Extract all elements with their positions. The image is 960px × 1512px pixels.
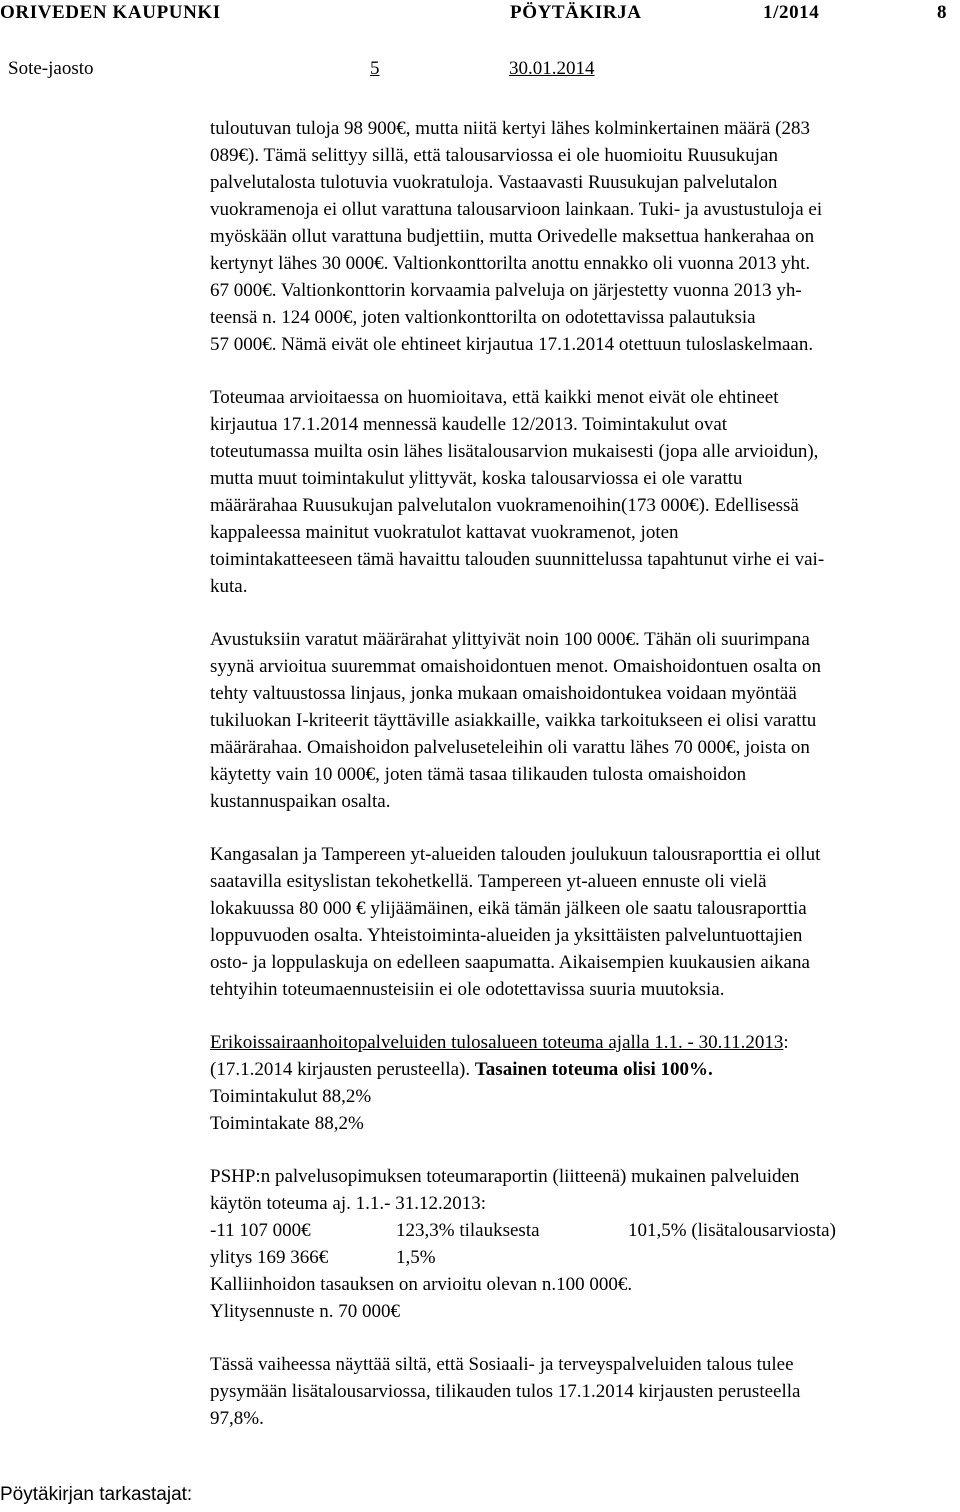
committee-name: Sote-jaosto — [8, 58, 94, 79]
paragraph-cooperation-areas — [210, 841, 930, 1003]
target-note: Tasainen toteuma olisi 100%. — [474, 1059, 713, 1080]
text-line: Kalliinhoidon tasauksen on arvioitu olevan n.100 000€. — [210, 1274, 633, 1295]
text-line: loppuvuoden osalta. Yhteistoiminta-alueiden ja yksittäisten palveluntuottajien — [210, 925, 803, 946]
text-line: Kangasalan ja Tampereen yt-alueiden talouden joulukuun talousraporttia ei ollut — [210, 844, 821, 865]
text-line: määrärahaa Ruusukujan palvelutalon vuokramenoihin(173 000€). Edellisessä — [210, 495, 799, 516]
text-line — [210, 1056, 930, 1083]
text-line: 089€). Tämä selittyy sillä, että talousarviossa ei ole huomioitu Ruusukujan — [210, 145, 778, 166]
operating-costs: Toimintakulut 88,2% — [210, 1086, 372, 1107]
paragraph-closing — [210, 1351, 930, 1432]
text-line: käytön toteuma aj. 1.1.- 31.12.2013: — [210, 1193, 486, 1214]
pshp-row1-col2: 123,3% tilauksesta — [396, 1220, 540, 1241]
pshp-row1-col3: 101,5% (lisätalousarviosta) — [628, 1220, 836, 1241]
specialized-care-heading: Erikoissairaanhoitopalveluiden tulosalueen toteuma ajalla 1.1. - 30.11.2013 — [210, 1032, 784, 1053]
paragraph-specialized-care — [210, 1029, 930, 1137]
text-line: toimintakatteeseen tämä havaittu talouden suunnittelussa tapahtunut virhe ei vai- — [210, 549, 825, 570]
text-line: tukiluokan I-kriteerit täyttäville asiakkaille, vaikka tarkoitukseen ei olisi varattu — [210, 710, 817, 731]
section-number: 5 — [370, 58, 380, 79]
page-number: 8 — [937, 2, 948, 23]
meeting-date: 30.01.2014 — [509, 58, 595, 79]
text-line: vuokramenoja ei ollut varattuna talousarvioon lainkaan. Tuki- ja avustustuloja ei — [210, 199, 823, 220]
minutes-body — [210, 115, 930, 1458]
text-line: Toteumaa arvioitaessa on huomioitava, että kaikki menot eivät ole ehtineet — [210, 387, 779, 408]
text-line: 67 000€. Valtionkonttorin korvaamia palveluja on järjestetty vuonna 2013 yh- — [210, 280, 802, 301]
paragraph-expenses — [210, 384, 930, 600]
operating-margin: Toimintakate 88,2% — [210, 1113, 364, 1134]
text-line: Tässä vaiheessa näyttää siltä, että Sosiaali- ja terveyspalveluiden talous tulee — [210, 1354, 794, 1375]
text-line: toteutumassa muilta osin lähes lisätalousarvion mukaisesti (jopa alle arvioidun), — [210, 441, 819, 462]
text-line: kuta. — [210, 576, 248, 597]
pshp-row-1 — [210, 1217, 930, 1244]
text-line: Avustuksiin varatut määrärahat ylittyivät noin 100 000€. Tähän oli suurimpana — [210, 629, 810, 650]
text-line: tehty valtuustossa linjaus, jonka mukaan omaishoidontukea voidaan myöntää — [210, 683, 797, 704]
document-number: 1/2014 — [763, 2, 820, 23]
text-line: PSHP:n palvelusopimuksen toteumaraportin (liitteenä) mukainen palveluiden — [210, 1166, 800, 1187]
pshp-row-2 — [210, 1244, 930, 1271]
minutes-inspectors-label: Pöytäkirjan tarkastajat: — [0, 1484, 193, 1505]
pshp-row1-col1: -11 107 000€ — [210, 1220, 311, 1241]
text-line: mutta muut toimintakulut ylittyvät, koska talousarviossa ei ole varattu — [210, 468, 743, 489]
paragraph-income — [210, 115, 930, 358]
paragraph-subsidies — [210, 626, 930, 815]
text-line: lokakuussa 80 000 € ylijäämäinen, eikä tämän jälkeen ole saatu talousraporttia — [210, 898, 807, 919]
text-line: osto- ja loppulaskuja on edelleen saapumatta. Aikaisempien kuukausien aikana — [210, 952, 810, 973]
document-type: PÖYTÄKIRJA — [510, 2, 642, 23]
text-line — [210, 1029, 930, 1056]
booking-basis: (17.1.2014 kirjausten perusteella). — [210, 1059, 475, 1080]
text-line: myöskään ollut varattuna budjettiin, mutta Orivedelle maksettua hankerahaa on — [210, 226, 815, 247]
text-line: määrärahaa. Omaishoidon palveluseteleihin oli varattu lähes 70 000€, joista on — [210, 737, 810, 758]
text-line: Ylitysennuste n. 70 000€ — [210, 1301, 400, 1322]
pshp-row2-col2: 1,5% — [396, 1247, 436, 1268]
text-line: tehtyihin toteumaennusteisiin ei ole odotettavissa suuria muutoksia. — [210, 979, 725, 1000]
text-line: palvelutalosta tulotuvia vuokratuloja. Vastaavasti Ruusukujan palvelutalon — [210, 172, 778, 193]
text-line: kappaleessa mainitut vuokratulot kattavat vuokramenot, joten — [210, 522, 679, 543]
text-line: kustannuspaikan osalta. — [210, 791, 391, 812]
text-line: syynä arvioitua suuremmat omaishoidontuen menot. Omaishoidontuen osalta on — [210, 656, 822, 677]
text-line: saatavilla esityslistan tekohetkellä. Tampereen yt-alueen ennuste oli vielä — [210, 871, 767, 892]
text-line: pysymään lisätalousarviossa, tilikauden tulos 17.1.2014 kirjausten perusteella — [210, 1381, 801, 1402]
text-line: 57 000€. Nämä eivät ole ehtineet kirjautua 17.1.2014 otettuun tuloslaskelmaan. — [210, 334, 814, 355]
text-line: 97,8%. — [210, 1408, 264, 1429]
org-name: ORIVEDEN KAUPUNKI — [0, 2, 221, 23]
text-line: tuloutuvan tuloja 98 900€, mutta niitä kertyi lähes kolminkertainen määrä (283 — [210, 118, 810, 139]
text-line: käytetty vain 10 000€, joten tämä tasaa tilikauden tulosta omaishoidon — [210, 764, 747, 785]
heading-colon: : — [783, 1032, 789, 1053]
paragraph-pshp — [210, 1163, 930, 1325]
text-line: kertynyt lähes 30 000€. Valtionkonttorilta anottu ennakko oli vuonna 2013 yht. — [210, 253, 811, 274]
text-line: kirjautua 17.1.2014 mennessä kaudelle 12/2013. Toimintakulut ovat — [210, 414, 728, 435]
text-line: teensä n. 124 000€, joten valtionkonttorilta on odotettavissa palautuksia — [210, 307, 756, 328]
pshp-row2-col1: ylitys 169 366€ — [210, 1247, 329, 1268]
